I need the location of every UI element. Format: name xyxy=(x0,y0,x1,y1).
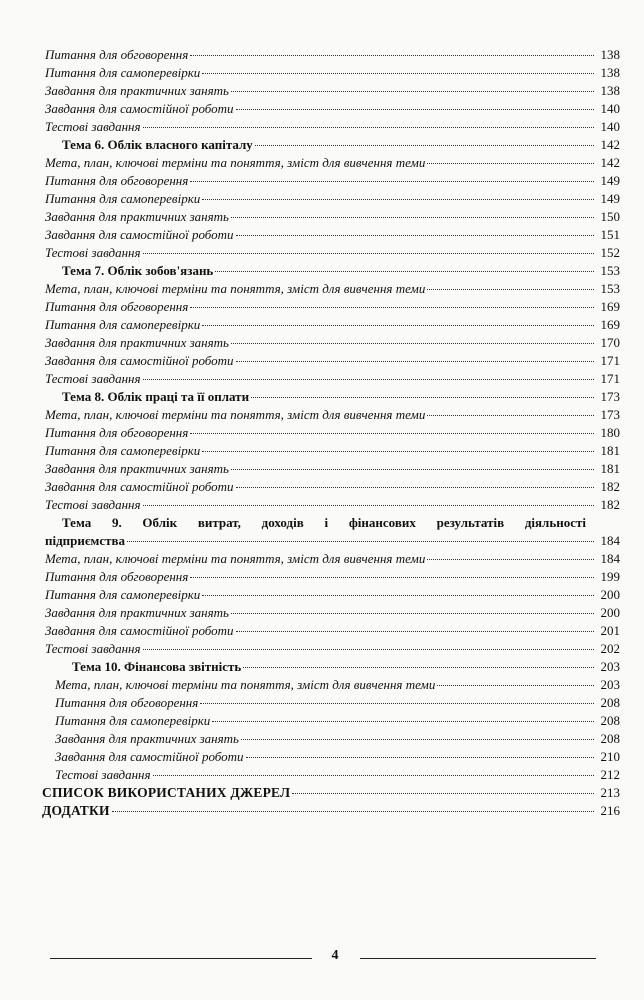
toc-entry[interactable] xyxy=(0,730,644,748)
toc-entry-label: Мета, план, ключові терміни та поняття, зміст для вивчення теми xyxy=(45,551,426,566)
toc-topic[interactable] xyxy=(0,658,644,676)
toc-entry-page: 203 xyxy=(600,677,620,692)
toc-section[interactable] xyxy=(0,784,644,802)
footer-rule-left xyxy=(50,958,312,959)
toc-entry-page: 138 xyxy=(600,47,620,62)
toc-entry[interactable] xyxy=(0,676,644,694)
toc-entry[interactable] xyxy=(0,622,644,640)
toc-entry[interactable] xyxy=(0,280,644,298)
toc-entry-label: Тестові завдання xyxy=(45,497,141,512)
toc-entry-label: Завдання для самостійної роботи xyxy=(55,749,244,764)
page-footer xyxy=(0,948,644,968)
toc-entry-page: 184 xyxy=(600,551,620,566)
toc-entry-label: Тестові завдання xyxy=(45,119,141,134)
toc-entry-page: 171 xyxy=(600,371,620,386)
toc-entry-page: 152 xyxy=(600,245,620,260)
toc-entry-label: Питання для самоперевірки xyxy=(45,191,201,206)
toc-topic-label: Тема 7. Облік зобов'язань xyxy=(62,263,214,278)
toc-section-label: СПИСОК ВИКОРИСТАНИХ ДЖЕРЕЛ xyxy=(42,785,291,800)
toc-entry[interactable] xyxy=(0,748,644,766)
toc-entry-page: 142 xyxy=(600,155,620,170)
toc-entry-page: 142 xyxy=(600,137,620,152)
toc-entry-page: 138 xyxy=(600,65,620,80)
toc-entry-page: 149 xyxy=(600,173,620,188)
toc-entry-page: 213 xyxy=(600,785,620,800)
toc-entry-page: 182 xyxy=(600,479,620,494)
toc-topic[interactable] xyxy=(0,262,644,280)
toc-entry-label: Завдання для практичних занять xyxy=(45,83,229,98)
toc-entry-label: Завдання для практичних занять xyxy=(45,209,229,224)
page-number: 4 xyxy=(331,948,339,963)
toc-entry-label: Питання для обговорення xyxy=(45,569,189,584)
toc-entry-page: 151 xyxy=(600,227,620,242)
toc-entry-page: 181 xyxy=(600,443,620,458)
toc-entry-page: 200 xyxy=(600,587,620,602)
toc-topic[interactable] xyxy=(0,136,644,154)
toc-entry-label: Завдання для самостійної роботи xyxy=(45,623,234,638)
toc-entry[interactable] xyxy=(0,334,644,352)
toc-entry-label: Тестові завдання xyxy=(55,767,151,782)
toc-entry-page: 138 xyxy=(600,83,620,98)
toc-entry-page: 150 xyxy=(600,209,620,224)
toc-entry[interactable] xyxy=(0,100,644,118)
toc-entry-page: 210 xyxy=(600,749,620,764)
toc-entry-page: 203 xyxy=(600,659,620,674)
toc-entry-page: 153 xyxy=(600,281,620,296)
toc-entry[interactable] xyxy=(0,352,644,370)
toc-entry-page: 202 xyxy=(600,641,620,656)
toc-entry-label: Питання для самоперевірки xyxy=(45,317,201,332)
toc-topic-label: Тема 8. Облік праці та її оплати xyxy=(62,389,250,404)
toc-entry-page: 208 xyxy=(600,731,620,746)
toc-entry[interactable] xyxy=(0,496,644,514)
toc-entry[interactable] xyxy=(0,172,644,190)
toc-topic[interactable] xyxy=(0,514,644,532)
toc-entry-page: 200 xyxy=(600,605,620,620)
toc-entry[interactable] xyxy=(0,712,644,730)
toc-entry[interactable] xyxy=(0,370,644,388)
toc-entry-page: 153 xyxy=(600,263,620,278)
toc-entry-label: Питання для самоперевірки xyxy=(45,65,201,80)
toc-entry-page: 173 xyxy=(600,407,620,422)
toc-entry[interactable] xyxy=(0,406,644,424)
toc-entry-page: 169 xyxy=(600,317,620,332)
toc-topic-label: Тема 9. Облік витрат, доходів і фінансових результатів діяльності xyxy=(62,515,586,530)
toc-entry[interactable] xyxy=(0,154,644,172)
toc-entry-page: 208 xyxy=(600,695,620,710)
toc-entry-label: Питання для обговорення xyxy=(45,299,189,314)
toc-entry[interactable] xyxy=(0,694,644,712)
toc-entry-page: 208 xyxy=(600,713,620,728)
toc-entry-page: 201 xyxy=(600,623,620,638)
toc-entry-page: 171 xyxy=(600,353,620,368)
toc-topic-label: Тема 6. Облік власного капіталу xyxy=(62,137,253,152)
toc-entry-label: Питання для самоперевірки xyxy=(55,713,211,728)
toc-entry[interactable] xyxy=(0,604,644,622)
toc-entry-page: 180 xyxy=(600,425,620,440)
toc-entry[interactable] xyxy=(0,766,644,784)
toc-entry[interactable] xyxy=(0,298,644,316)
toc-entry-label: Завдання для самостійної роботи xyxy=(45,353,234,368)
footer-rule-right xyxy=(360,958,596,959)
toc-entry[interactable] xyxy=(0,316,644,334)
toc-entry-page: 199 xyxy=(600,569,620,584)
toc-topic[interactable] xyxy=(0,388,644,406)
toc-entry[interactable] xyxy=(0,118,644,136)
toc-entry-page: 140 xyxy=(600,119,620,134)
toc-entry-page: 181 xyxy=(600,461,620,476)
toc-entry-label: Завдання для практичних занять xyxy=(45,605,229,620)
toc-entry-label: Мета, план, ключові терміни та поняття, зміст для вивчення теми xyxy=(45,407,426,422)
toc-entry-page: 212 xyxy=(600,767,620,782)
toc-entry[interactable] xyxy=(0,190,644,208)
toc-entry[interactable] xyxy=(0,82,644,100)
toc-section-label: ДОДАТКИ xyxy=(42,803,110,818)
toc-entry-label: Завдання для самостійної роботи xyxy=(45,227,234,242)
toc-entry-label: Питання для обговорення xyxy=(45,47,189,62)
toc-entry-page: 173 xyxy=(600,389,620,404)
toc-entry[interactable] xyxy=(0,226,644,244)
toc-topic-label: Тема 10. Фінансова звітність xyxy=(72,659,242,674)
toc-entry[interactable] xyxy=(0,424,644,442)
toc-entry[interactable] xyxy=(0,64,644,82)
toc-entry-page: 184 xyxy=(600,533,620,548)
toc-entry[interactable] xyxy=(0,640,644,658)
toc-entry[interactable] xyxy=(0,244,644,262)
toc-entry-label: Питання для самоперевірки xyxy=(45,443,201,458)
toc-entry[interactable] xyxy=(0,550,644,568)
toc-entry-label: Завдання для практичних занять xyxy=(45,461,229,476)
toc-entry-page: 149 xyxy=(600,191,620,206)
toc-entry-page: 169 xyxy=(600,299,620,314)
toc-entry-label: Мета, план, ключові терміни та поняття, зміст для вивчення теми xyxy=(45,155,426,170)
toc-entry[interactable] xyxy=(0,478,644,496)
toc-topic-label: підприємства xyxy=(45,533,126,548)
toc-entry[interactable] xyxy=(0,46,644,64)
toc-entry-label: Питання для обговорення xyxy=(55,695,199,710)
toc-entry-label: Питання для обговорення xyxy=(45,425,189,440)
toc-entry-label: Мета, план, ключові терміни та поняття, зміст для вивчення теми xyxy=(45,281,426,296)
toc-entry-label: Питання для самоперевірки xyxy=(45,587,201,602)
toc-entry[interactable] xyxy=(0,586,644,604)
toc-entry-label: Питання для обговорення xyxy=(45,173,189,188)
toc-entry[interactable] xyxy=(0,208,644,226)
toc-entry-label: Тестові завдання xyxy=(45,371,141,386)
toc-entry-page: 216 xyxy=(600,803,620,818)
toc-section[interactable] xyxy=(0,802,644,820)
toc-entry-page: 170 xyxy=(600,335,620,350)
toc-entry-label: Завдання для практичних занять xyxy=(55,731,239,746)
toc-entry[interactable] xyxy=(0,460,644,478)
toc-entry-page: 182 xyxy=(600,497,620,512)
toc-entry-label: Тестові завдання xyxy=(45,245,141,260)
toc-entry-label: Завдання для практичних занять xyxy=(45,335,229,350)
toc-topic-continuation[interactable] xyxy=(0,532,644,550)
toc-entry[interactable] xyxy=(0,568,644,586)
toc-entry-label: Завдання для самостійної роботи xyxy=(45,101,234,116)
toc-entry-label: Мета, план, ключові терміни та поняття, зміст для вивчення теми xyxy=(55,677,436,692)
toc-entry[interactable] xyxy=(0,442,644,460)
toc-entry-label: Тестові завдання xyxy=(45,641,141,656)
toc-entry-page: 140 xyxy=(600,101,620,116)
toc-entry-label: Завдання для самостійної роботи xyxy=(45,479,234,494)
